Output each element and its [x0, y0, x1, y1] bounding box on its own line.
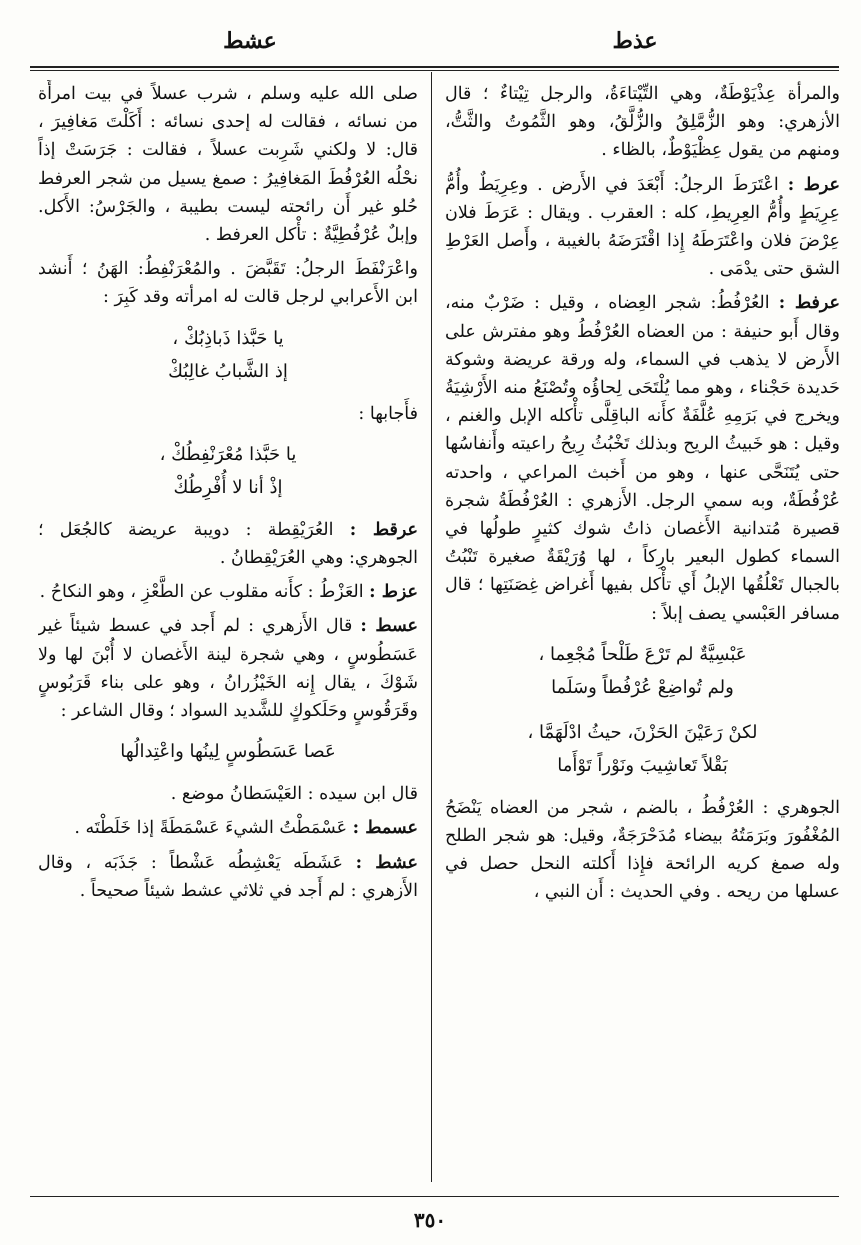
- entry-text: واعْرَنْفَطَ الرجلُ: تَقَبَّضَ . والمُعْرَنْفِطُ: الهَنُ ؛ أَنشد ابن الأَعرابي لرجل قالت له امرأته وقد كَبِرَ :: [38, 259, 418, 308]
- verse-block: [38, 322, 418, 388]
- entry-text: العُرْفُطُ: شجر العِضاه ، وقيل : ضَرْبٌ منه، وقال أَبو حنيفة : من العضاه العُرْفُطُ وهو مفترش على الأَرض لا يذهب في السماء، وله ورقة عريضة وشوكة حَديدة حَجْناء ، وهو مما يُلْتَحَى لِحاؤُه وتُصْنَعُ منه الأَرْشِيَةُ ويخرج في بَرَمِهِ عُلَّفَةٌ كأَنه الباقِلَّى تأْكله الإبل والغنم ، وقيل : هو خَبيثُ الريح وبذلك تَخْبُثُ رِيحُ راعيته وأَنفاسُها حتى يُتَنَحَّى عنها ، وهو من أَخبث المراعي ، واحدته عُرْفُطَةٌ، وبه سمي الرجل. الأَزهري : العُرْفُطَةُ شجرة قصيرة مُتدانية الأَغصان ذاتُ شوك كثيرٍ طولُها في السماء كطول البعير بارِكاً ، لها وُرَيْقَةٌ صغيرة تَنْبُتُ بالجبال تَعْلُقُها الإبلُ أَي تأْكل بفيها أَغراض غِصَنَتِها ؛ قال مسافر العَبْسي يصف إبلاً :: [445, 293, 840, 624]
- headword: عشط :: [355, 852, 418, 873]
- entry-paragraph: [38, 255, 418, 311]
- headword: عرفط :: [778, 293, 840, 314]
- header-rule-thin: [30, 70, 839, 71]
- right-column: [445, 80, 840, 1190]
- column-divider: [431, 72, 432, 1182]
- verse-line: بَقْلاً تَعاشِيبَ ونَوْراً تَوْأَما: [557, 754, 728, 776]
- headword: عزط :: [369, 582, 418, 603]
- headword: عرقط :: [349, 519, 418, 540]
- headword: عسط :: [360, 616, 418, 637]
- entry-arat: [445, 171, 840, 284]
- header-rule: [30, 66, 839, 68]
- entry-text: اعْتَرَطَ الرجلُ: أَبْعَدَ في الأَرض . وعِرِيَطٌ وأُمُّ عِرِيَطٍ وأُمُّ العِرِيطِ، كله : العقرب . ويقال : عَرَطَ فلان عِرْضَ فلان واعْتَرَطَهُ إِذا اقْتَرَضَهُ بالغيبة ، وأَصل العَرْطِ الشق حتى يدْمَى .: [445, 174, 840, 280]
- running-head-left: عشط: [223, 28, 277, 54]
- entry-text: والمرأة عِذْيَوْطَةٌ، وهي التِّيْتاءَةُ، والرجل تِيْتاءٌ ؛ قال الأزهري: وهو الزُّمَّلِقُ والزُّلَّقُ، وهو الثَّمُوتُ والثَّتُّ، ومنهم من يقول عِظْيَوْطٌ، بالظاء .: [445, 84, 840, 161]
- entry-paragraph: [38, 400, 418, 428]
- page-number: ٣٥٠: [413, 1208, 447, 1232]
- entry-arfat: [445, 289, 840, 627]
- entry-paragraph: [38, 780, 418, 808]
- verse-block: [38, 438, 418, 504]
- verse-line: إذ الشَّبابُ غالِبُكْ: [168, 360, 288, 382]
- verse-block: [445, 716, 840, 782]
- entry-asat: [38, 612, 418, 725]
- entry-arqat: [38, 516, 418, 572]
- verse-line: يا حَبَّذا ذَباذِبُكْ ،: [172, 327, 284, 349]
- entry-ashat: [38, 849, 418, 905]
- headword: عسمط :: [352, 818, 418, 839]
- entry-text: الجوهري : العُرْفُطُ ، بالضم ، شجر من العضاه يَنْضَحُ المُغْفُورَ وبَرَمَتُهُ بيضاء مُدَحْرَجَةٌ، وقيل: هو شجر الطلح وله صمغ كريه الرائحة فإِذا أَكلته النحل حصل في عسلها من ريحه . وفي الحديث : أَن النبي ،: [445, 797, 840, 903]
- entry-paragraph: [445, 80, 840, 165]
- verse-block: [38, 735, 418, 768]
- entry-text: العُرَيْقِطة : دويبة عريضة كالجُعَل ؛ الجوهري: وهي العُرَيْقِطانُ .: [38, 519, 418, 569]
- footer-rule: [30, 1196, 839, 1197]
- entry-asmat: [38, 814, 418, 842]
- entry-text: عَسْمَطْتُ الشيءَ عَسْمَطَةً إذا خَلَطْتَه .: [74, 818, 348, 839]
- verse-line: إذْ أنا لا أُفْرِطُكْ: [173, 476, 283, 498]
- verse-line: عَصا عَسَطُوسٍ لِينُها واعْتِدالُها: [120, 741, 336, 763]
- entry-text: قال الأَزهري : لم أَجد في عسط شيئاً غير عَسَطُوسٍ ، وهي شجرة لينة الأَغصان لا أُبْنَ لها ولا شَوْكَ ، يقال إِنه الخَيْزُرانُ ، وهو على بناء قَرَبُوسٍ وقَرَقُوسٍ وحَلَكوكٍ للشَّديد السواد ؛ وقال الشاعر :: [38, 616, 418, 722]
- verse-block: [445, 638, 840, 704]
- verse-line: عَبْسِيَّةٌ لم تَرْعَ طَلْحاً مُجْعِما ،: [538, 643, 747, 665]
- entry-text: قال ابن سيده : العَيْسَطانُ موضع .: [170, 784, 418, 805]
- left-column: [38, 80, 418, 1190]
- entry-paragraph: [38, 80, 418, 249]
- verse-line: لكنْ رَعَيْنَ الحَزْنَ، حيثُ ادْلَهَمَّا ،: [527, 721, 758, 743]
- running-head-right: عذط: [612, 28, 658, 54]
- verse-line: يا حَبَّذا مُعْرَنْفِطُكْ ،: [159, 443, 297, 465]
- headword: عرط :: [787, 174, 840, 195]
- entry-azat: [38, 578, 418, 606]
- entry-paragraph: [445, 794, 840, 907]
- entry-text: صلى الله عليه وسلم ، شرب عسلاً في بيت امرأَة من نسائه ، فقالت له إحدى نسائه : أَكَلْتَ مَغافِيرَ ، قال: لا ولكني شَرِبت عسلاً ، فقالت : جَرَسَتْ إذاً نحْلُه العُرْفُطَ المَغافِيرُ : صمغ يسيل من شجر العرفط حُلو غير أَن رائحته ليست بطيبة ، والجَرْسُ: الأَكل. وإبلٌ عُرْفُطِيَّةٌ : تأْكل العرفط .: [38, 84, 418, 246]
- entry-text: العَزْطُ : كأَنه مقلوب عن الطَّعْزِ ، وهو النكاحُ .: [39, 582, 364, 603]
- verse-line: ولم تُواضِعْ عُرْفُطاً وسَلَما: [551, 676, 734, 698]
- entry-text: فأَجابها :: [358, 403, 418, 424]
- entry-text: عَشَطَه يَعْشِطُه عَشْطاً : جَذَبَه ، وقال الأَزهري : لم أَجد في ثلاثي عشط شيئاً صحيحاً .: [38, 852, 418, 901]
